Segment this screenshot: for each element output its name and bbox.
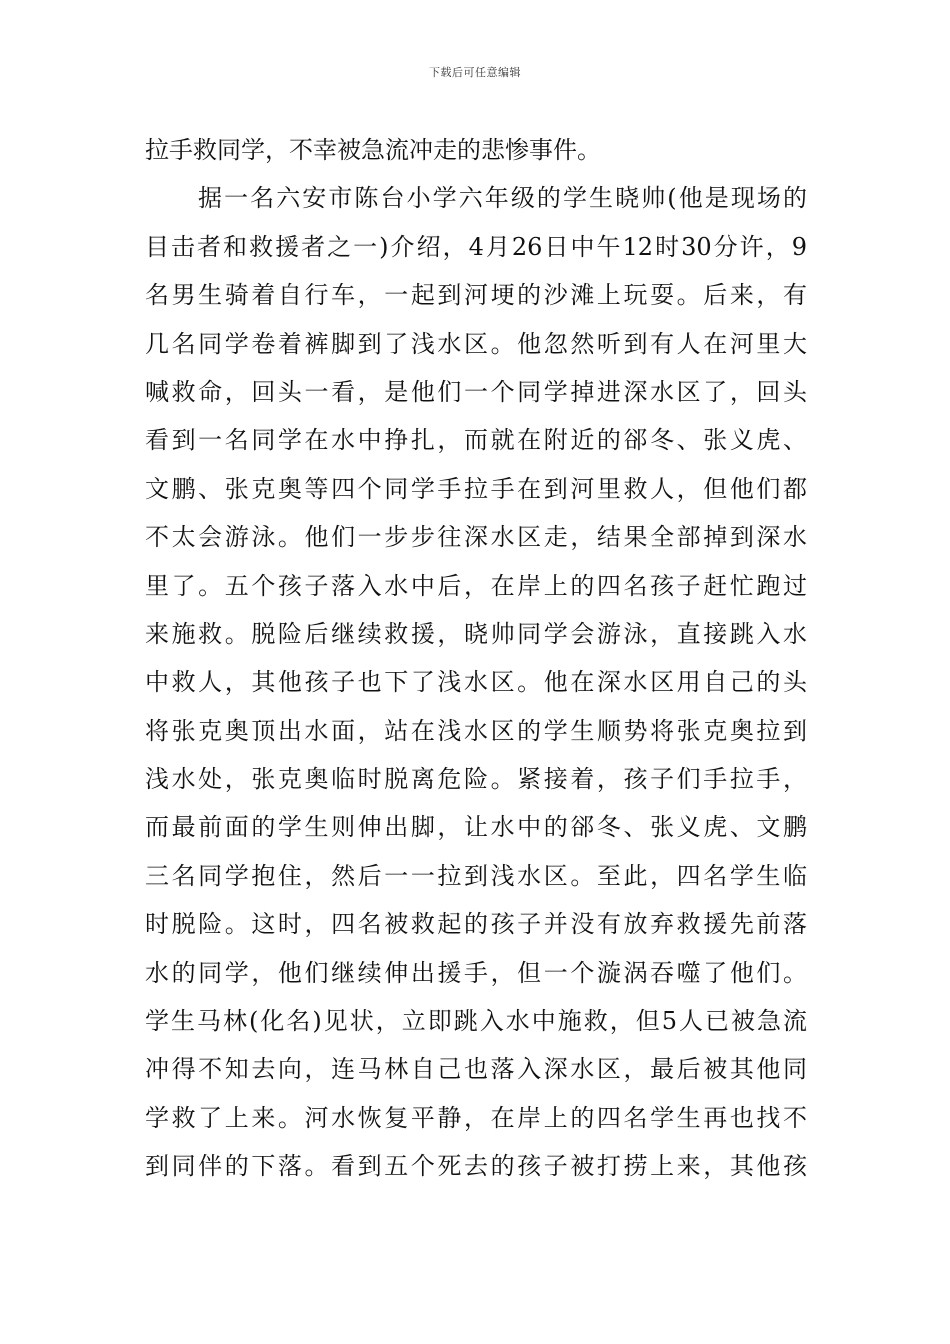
document-body [145, 126, 807, 1191]
text-line: 里了。五个孩子落入水中后，在岸上的四名孩子赶忙跑过 [145, 571, 807, 600]
text-line: 将张克奥顶出水面，站在浅水区的学生顺势将张克奥拉到 [145, 716, 807, 745]
text-line: 据一名六安市陈台小学六年级的学生晓帅(他是现场的 [198, 184, 807, 213]
text-line: 名男生骑着自行车，一起到河埂的沙滩上玩耍。后来，有 [145, 281, 807, 310]
text-line: 水的同学，他们继续伸出援手，但一个漩涡吞噬了他们。 [145, 958, 807, 987]
text-line: 几名同学卷着裤脚到了浅水区。他忽然听到有人在河里大 [145, 329, 807, 358]
text-line: 看到一名同学在水中挣扎，而就在附近的郤冬、张义虎、 [145, 426, 807, 455]
text-line: 拉手救同学，不幸被急流冲走的悲惨事件。 [145, 136, 601, 164]
text-line: 来施救。脱险后继续救援，晓帅同学会游泳，直接跳入水 [145, 619, 807, 648]
text-line: 学生马林(化名)见状，立即跳入水中施救，但5人已被急流 [145, 1007, 807, 1036]
text-line: 中救人，其他孩子也下了浅水区。他在深水区用自己的头 [145, 668, 807, 697]
text-line: 不太会游泳。他们一步步往深水区走，结果全部掉到深水 [145, 523, 807, 552]
text-line: 学救了上来。河水恢复平静，在岸上的四名学生再也找不 [145, 1103, 807, 1132]
text-line: 目击者和救援者之一)介绍，4月26日中午12时30分许，9 [145, 232, 807, 261]
text-line: 浅水处，张克奥临时脱离危险。紧接着，孩子们手拉手， [145, 765, 807, 794]
text-line: 时脱险。这时，四名被救起的孩子并没有放弃救援先前落 [145, 910, 807, 939]
text-line: 到同伴的下落。看到五个死去的孩子被打捞上来，其他孩 [145, 1152, 807, 1181]
text-line: 喊救命，回头一看，是他们一个同学掉进深水区了，回头 [145, 377, 807, 406]
page-header: 下载后可任意编辑 [429, 66, 521, 79]
text-line: 三名同学抱住，然后一一拉到浅水区。至此，四名学生临 [145, 861, 807, 890]
text-line: 而最前面的学生则伸出脚，让水中的郤冬、张义虎、文鹏 [145, 813, 807, 842]
text-line: 冲得不知去向，连马林自己也落入深水区，最后被其他同 [145, 1055, 807, 1084]
text-line: 文鹏、张克奥等四个同学手拉手在到河里救人，但他们都 [145, 474, 807, 503]
